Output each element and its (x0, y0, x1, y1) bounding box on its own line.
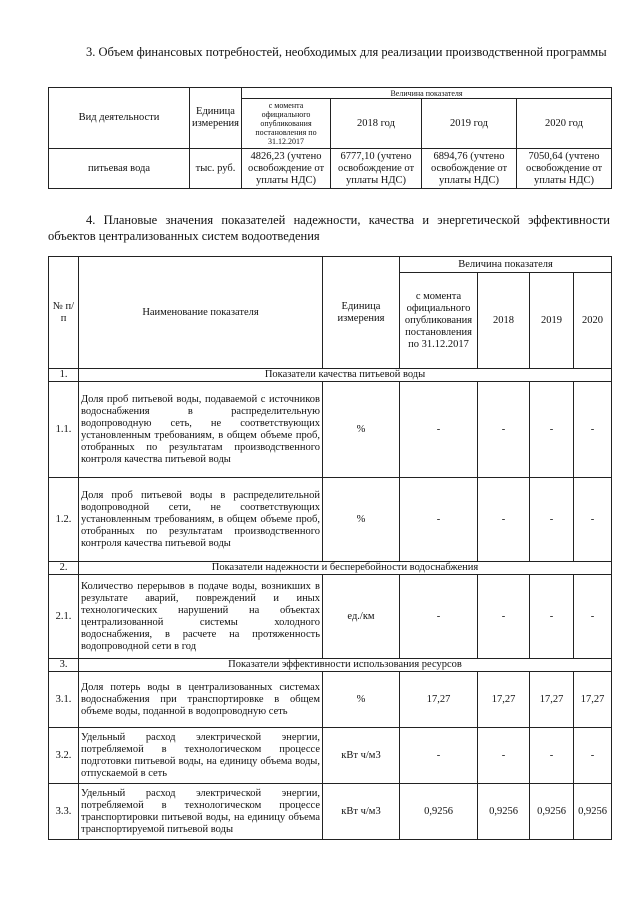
header-year: 2018 (478, 273, 530, 369)
row-activity: питьевая вода (49, 149, 190, 189)
row-num: 1.1. (49, 382, 79, 478)
header-unit: Единица измерения (323, 257, 400, 369)
row-num: 2.1. (49, 575, 79, 659)
row-value: - (530, 478, 574, 562)
row-unit: кВт ч/м3 (323, 728, 400, 784)
row-value: 6894,76 (учтено освобождение от уплаты НДС) (422, 149, 517, 189)
group-num: 2. (49, 562, 79, 575)
row-name: Доля проб питьевой воды в распределительной водопроводной сети, не соответствующих установленным требованиям, в общем объеме проб, отобранных по результатам производственного контроля качества питьевой воды (79, 478, 323, 562)
row-unit: ед./км (323, 575, 400, 659)
row-name: Количество перерывов в подаче воды, возникших в результате аварий, повреждений и иных технологических нарушений на объектах централизованной системы холодного водоснабжения, в расчете на протяженность водопроводной сети в год (79, 575, 323, 659)
row-value: 17,27 (478, 672, 530, 728)
row-num: 3.3. (49, 784, 79, 840)
row-value: - (478, 382, 530, 478)
header-unit: Единица измерения (190, 88, 242, 149)
header-since: с момента официального опубликования постановления по 31.12.2017 (242, 99, 331, 149)
row-value: - (400, 382, 478, 478)
row-value: - (574, 382, 612, 478)
row-name: Доля потерь воды в централизованных системах водоснабжения при транспортировке в общем объеме воды, поданной в водопроводную сеть (79, 672, 323, 728)
row-name: Удельный расход электрической энергии, потребляемой в технологическом процессе подготовки питьевой воды, на единицу объема воды, отпускаемой в сеть (79, 728, 323, 784)
group-title: Показатели эффективности использования ресурсов (79, 659, 612, 672)
row-unit: % (323, 672, 400, 728)
row-value: - (530, 575, 574, 659)
header-since: с момента официального опубликования постановления по 31.12.2017 (400, 273, 478, 369)
row-num: 3.1. (49, 672, 79, 728)
financial-needs-table (48, 87, 612, 189)
header-value-group: Величина показателя (400, 257, 612, 273)
header-year: 2020 (574, 273, 612, 369)
header-num: № п/п (49, 257, 79, 369)
row-value: 0,9256 (478, 784, 530, 840)
group-title: Показатели качества питьевой воды (79, 369, 612, 382)
row-value: - (574, 728, 612, 784)
row-value: 0,9256 (574, 784, 612, 840)
row-value: - (400, 728, 478, 784)
row-unit: % (323, 478, 400, 562)
header-name: Наименование показателя (79, 257, 323, 369)
section-4-heading: 4. Плановые значения показателей надежности, качества и энергетической эффективности объектов централизованных систем водоотведения (48, 213, 610, 243)
row-value: 7050,64 (учтено освобождение от уплаты НДС) (517, 149, 612, 189)
row-value: - (574, 478, 612, 562)
group-title: Показатели надежности и бесперебойности водоснабжения (79, 562, 612, 575)
header-year: 2020 год (517, 99, 612, 149)
row-value: 17,27 (400, 672, 478, 728)
row-value: - (530, 728, 574, 784)
row-value: - (400, 478, 478, 562)
row-value: - (478, 728, 530, 784)
row-value: - (478, 575, 530, 659)
row-value: 0,9256 (530, 784, 574, 840)
header-activity: Вид деятельности (49, 88, 190, 149)
row-unit: % (323, 382, 400, 478)
row-value: - (400, 575, 478, 659)
row-value: 17,27 (530, 672, 574, 728)
row-name: Доля проб питьевой воды, подаваемой с источников водоснабжения в распределительную водопроводную сеть, не соответствующих установленным требованиям, в общем объеме проб, отобранных по результатам производственного контроля качества питьевой воды (79, 382, 323, 478)
indicators-table (48, 256, 612, 840)
group-num: 3. (49, 659, 79, 672)
row-value: - (574, 575, 612, 659)
row-value: - (530, 382, 574, 478)
header-value-group: Величина показателя (242, 88, 612, 99)
header-year: 2019 год (422, 99, 517, 149)
row-value: 6777,10 (учтено освобождение от уплаты НДС) (331, 149, 422, 189)
row-unit: тыс. руб. (190, 149, 242, 189)
row-value: - (478, 478, 530, 562)
row-value: 17,27 (574, 672, 612, 728)
row-value: 4826,23 (учтено освобождение от уплаты НДС) (242, 149, 331, 189)
row-value: 0,9256 (400, 784, 478, 840)
header-year: 2019 (530, 273, 574, 369)
row-unit: кВт ч/м3 (323, 784, 400, 840)
row-num: 3.2. (49, 728, 79, 784)
section-3-heading: 3. Объем финансовых потребностей, необходимых для реализации производственной программы (86, 45, 607, 59)
group-num: 1. (49, 369, 79, 382)
row-name: Удельный расход электрической энергии, потребляемой в технологическом процессе транспортировки питьевой воды, на единицу объема транспортируемой питьевой воды (79, 784, 323, 840)
row-num: 1.2. (49, 478, 79, 562)
header-year: 2018 год (331, 99, 422, 149)
